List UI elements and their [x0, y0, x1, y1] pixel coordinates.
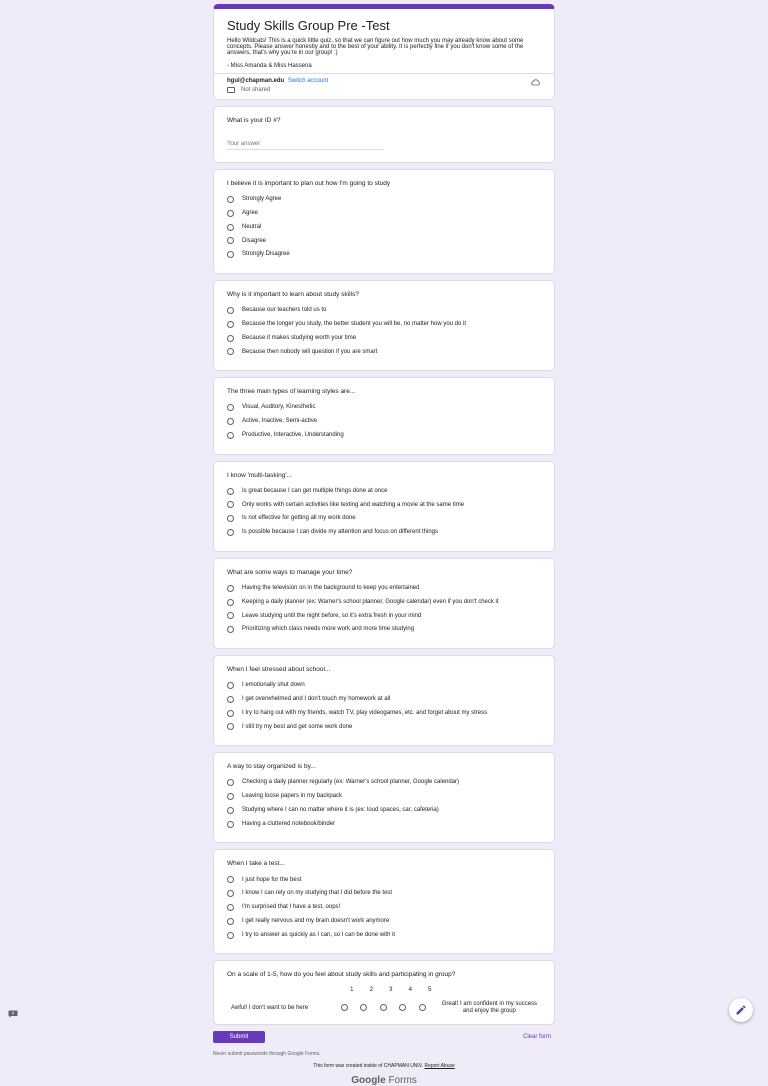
radio-option[interactable] [227, 876, 541, 883]
question-card [213, 461, 555, 552]
radio-option[interactable] [227, 807, 541, 814]
radio-option-label: Visual, Auditory, Kinesthetic [242, 404, 316, 411]
radio-option[interactable] [227, 696, 541, 703]
scale-cell [412, 1004, 432, 1011]
not-shared-icon [227, 87, 235, 93]
radio-option-label: Disagree [242, 237, 267, 244]
created-text: This form was created inside of CHAPMAN UNIV. [313, 1063, 424, 1070]
radio-option-label: Keeping a daily planner (ex: Warner's school planner, Google calendar) even if you don't check it [242, 598, 499, 605]
radio-option-label: Productive, Interactive, Understanding [242, 432, 344, 439]
radio-option-label: Studying where I can no matter where it is (ex: loud spaces, car, cafeteria) [242, 806, 439, 813]
question-title: Why is it important to learn about study skills? [227, 291, 359, 298]
radio-option-label: Strongly Disagree [242, 251, 290, 258]
scale-cell [393, 1004, 413, 1011]
question-title: I believe it is important to plan out how I'm going to study [227, 180, 391, 188]
radio-button[interactable] [227, 418, 234, 425]
scale-radio-button[interactable] [399, 1004, 406, 1011]
radio-option-label: I try to answer as quickly as I can, so I can be done with it [242, 931, 396, 938]
radio-option[interactable] [227, 682, 541, 689]
question-title: When I feel stressed about school... [227, 665, 331, 673]
radio-button[interactable] [227, 918, 234, 925]
radio-option[interactable] [227, 918, 541, 925]
report-abuse-link[interactable]: Report Abuse [424, 1063, 455, 1070]
question-card [213, 377, 555, 454]
scale-number: 5 [428, 987, 432, 994]
radio-option-label: I get overwhelmed and I don't touch my homework at all [242, 696, 391, 702]
radio-option-label: I just hope for the best [242, 876, 302, 883]
scale-number: 2 [369, 987, 373, 994]
radio-button[interactable] [227, 932, 234, 939]
question-card [213, 280, 555, 371]
radio-button[interactable] [227, 224, 234, 231]
radio-button[interactable] [227, 210, 234, 217]
question-title: A way to stay organized is by... [227, 763, 316, 771]
scale-radio-button[interactable] [360, 1004, 367, 1011]
scale-row [227, 1001, 541, 1014]
radio-option[interactable] [227, 224, 541, 231]
radio-button[interactable] [227, 404, 234, 411]
not-shared-row [227, 85, 541, 95]
radio-option[interactable] [227, 890, 541, 897]
scale-radio-button[interactable] [341, 1004, 348, 1011]
radio-button[interactable] [227, 904, 234, 911]
radio-option-label: Because it makes studying worth your time [242, 334, 357, 341]
radio-option[interactable] [227, 237, 541, 244]
radio-option-label: Having the television on in the background to keep you entertained [242, 585, 420, 592]
radio-option-label: Is possible because I can divide my attention and focus on different things [242, 529, 439, 536]
radio-option-label: Because our teachers told us to [242, 307, 327, 314]
radio-button[interactable] [227, 723, 234, 730]
scale-cell [354, 1004, 374, 1011]
radio-option[interactable] [227, 626, 541, 633]
feedback-icon[interactable] [8, 1010, 18, 1018]
radio-option[interactable] [227, 348, 541, 355]
question-card [213, 849, 555, 954]
radio-button[interactable] [227, 599, 234, 606]
radio-option[interactable] [227, 529, 541, 536]
logo-forms-text: Forms [388, 1075, 417, 1086]
radio-button[interactable] [227, 307, 234, 314]
radio-option-label: Only works with certain activities like texting and watching a movie at the same time [242, 501, 465, 508]
question-card [213, 752, 555, 843]
radio-option[interactable] [227, 210, 541, 217]
account-email: hgul@chapman.edu [227, 78, 285, 85]
radio-option[interactable] [227, 501, 541, 508]
radio-button[interactable] [227, 432, 234, 439]
radio-option[interactable] [227, 335, 541, 342]
scale-low-label: Awful! I don't want to be here [231, 1004, 309, 1011]
radio-option[interactable] [227, 821, 541, 828]
radio-option-label: Having a cluttered notebook/binder [242, 820, 336, 827]
radio-option-label: Active, Inactive, Semi-active [242, 418, 318, 425]
radio-option-label: I'm surprised that I have a test, oops! [242, 904, 341, 911]
question-title: What are some ways to manage your time? [227, 568, 353, 576]
question-card-scale [213, 960, 555, 1025]
cloud-saved-icon [530, 79, 541, 86]
form-header-card [213, 4, 555, 100]
radio-option[interactable] [227, 599, 541, 606]
radio-option[interactable] [227, 585, 541, 592]
switch-account-link[interactable]: Switch account [287, 78, 329, 85]
radio-option[interactable] [227, 793, 541, 800]
radio-option[interactable] [227, 488, 541, 495]
radio-option-label: Neutral [242, 223, 262, 230]
radio-option[interactable] [227, 432, 541, 439]
question-card [213, 558, 555, 649]
radio-option[interactable] [227, 612, 541, 619]
question-title: I know 'multi-tasking'... [227, 471, 292, 479]
radio-option-label: Is great because I can get multiple things done at once [242, 487, 388, 494]
radio-button[interactable] [227, 710, 234, 717]
radio-button[interactable] [227, 237, 234, 244]
scale-radio-button[interactable] [380, 1004, 387, 1011]
radio-button[interactable] [227, 335, 234, 342]
scale-cell [373, 1004, 393, 1011]
account-bar [214, 73, 554, 99]
radio-option[interactable] [227, 307, 541, 314]
radio-button[interactable] [227, 529, 234, 536]
radio-button[interactable] [227, 501, 234, 508]
question-title: The three main types of learning styles are... [227, 388, 356, 396]
form-description: Hello Wildcats! This is a quick little quiz, so that we can figure out how much you may already know about some concepts. Please answer honestly and to the best of your ability. It is perfectly fine if you don't know some of the answers, that's why you're in our group! :) - Miss Amanda & Miss Hassena [227, 38, 524, 69]
radio-option[interactable] [227, 418, 541, 425]
question-title: On a scale of 1-5, how do you feel about study skills and participating in group? [227, 971, 456, 979]
radio-button[interactable] [227, 821, 234, 828]
password-warning: Never submit passwords through Google Forms. [213, 1051, 321, 1058]
radio-option-label: Checking a daily planner regularly (ex: Warner's school planner, Google calendar) [242, 779, 460, 786]
radio-button[interactable] [227, 612, 234, 619]
radio-button[interactable] [227, 488, 234, 495]
scale-radio-button[interactable] [419, 1004, 426, 1011]
radio-option-label: I know I can rely on my studying that I did before the test [242, 890, 393, 897]
form-container [213, 4, 555, 1086]
radio-option[interactable] [227, 196, 541, 203]
form-actions [213, 1031, 555, 1043]
scale-number: 1 [350, 987, 354, 994]
logo-google-text: Google [351, 1075, 386, 1086]
scale-number: 3 [389, 987, 393, 994]
radio-button[interactable] [227, 626, 234, 633]
radio-button[interactable] [227, 251, 234, 258]
radio-option-label: I emotionally shut down [242, 682, 305, 689]
radio-button[interactable] [227, 515, 234, 522]
question-card [213, 169, 555, 274]
google-forms-logo [213, 1075, 555, 1086]
radio-option-label: Prioritizing which class needs more work and more time studying [242, 626, 415, 633]
radio-option[interactable] [227, 779, 541, 786]
scale-numbers [342, 987, 541, 993]
radio-button[interactable] [227, 585, 234, 592]
radio-button[interactable] [227, 682, 234, 689]
radio-option[interactable] [227, 904, 541, 911]
radio-option-label: Leaving loose papers in my backpack [242, 793, 343, 800]
radio-option[interactable] [227, 404, 541, 411]
radio-button[interactable] [227, 807, 234, 814]
radio-option[interactable] [227, 932, 541, 939]
radio-option-label: Because then nobody will question if you are smart [242, 348, 378, 355]
radio-button[interactable] [227, 876, 234, 883]
radio-button[interactable] [227, 696, 234, 703]
radio-option-label: Agree [242, 210, 259, 217]
radio-button[interactable] [227, 779, 234, 786]
radio-option[interactable] [227, 515, 541, 522]
account-row [227, 77, 541, 85]
question-title: What is your ID #? [227, 117, 281, 125]
radio-option[interactable] [227, 710, 541, 717]
scale-high-label: Great! I am confident in my success and enjoy the group [441, 1001, 538, 1014]
radio-button[interactable] [227, 196, 234, 203]
edit-pencil-button[interactable] [729, 998, 753, 1022]
pencil-icon [735, 1004, 747, 1016]
submit-button[interactable]: Submit [213, 1031, 265, 1043]
radio-option-label: Because the longer you study, the better student you will be, no matter how you do it [242, 321, 467, 328]
question-card [213, 655, 555, 746]
radio-option-label: Strongly Agree [242, 196, 282, 203]
scale-number: 4 [408, 987, 412, 994]
scale-cell [334, 1004, 354, 1011]
clear-form-button[interactable]: Clear form [522, 1034, 551, 1041]
radio-option-label: I get really nervous and my brain doesn't work anymore [242, 917, 390, 924]
radio-option[interactable] [227, 321, 541, 328]
radio-button[interactable] [227, 321, 234, 328]
radio-button[interactable] [227, 348, 234, 355]
radio-option-label: Leave studying until the night before, so it's extra fresh in your mind [242, 612, 422, 619]
scale-radio-group [334, 1004, 432, 1011]
created-notice [213, 1063, 555, 1069]
not-shared-label: Not shared [241, 87, 271, 94]
radio-option-label: I still try my best and get some work done [242, 723, 353, 730]
radio-button[interactable] [227, 890, 234, 897]
radio-option[interactable] [227, 251, 541, 258]
radio-option-label: I try to hang out with my friends, watch TV, play videogames, etc. and forget about my stress [242, 709, 488, 716]
id-answer-input[interactable]: Your answer [227, 133, 384, 150]
radio-option[interactable] [227, 723, 541, 730]
question-title: When I take a test... [227, 860, 285, 868]
form-title: Study Skills Group Pre -Test [227, 18, 390, 33]
radio-option-label: Is not effective for getting all my work done [242, 515, 356, 522]
radio-button[interactable] [227, 793, 234, 800]
question-card-id [213, 106, 555, 163]
